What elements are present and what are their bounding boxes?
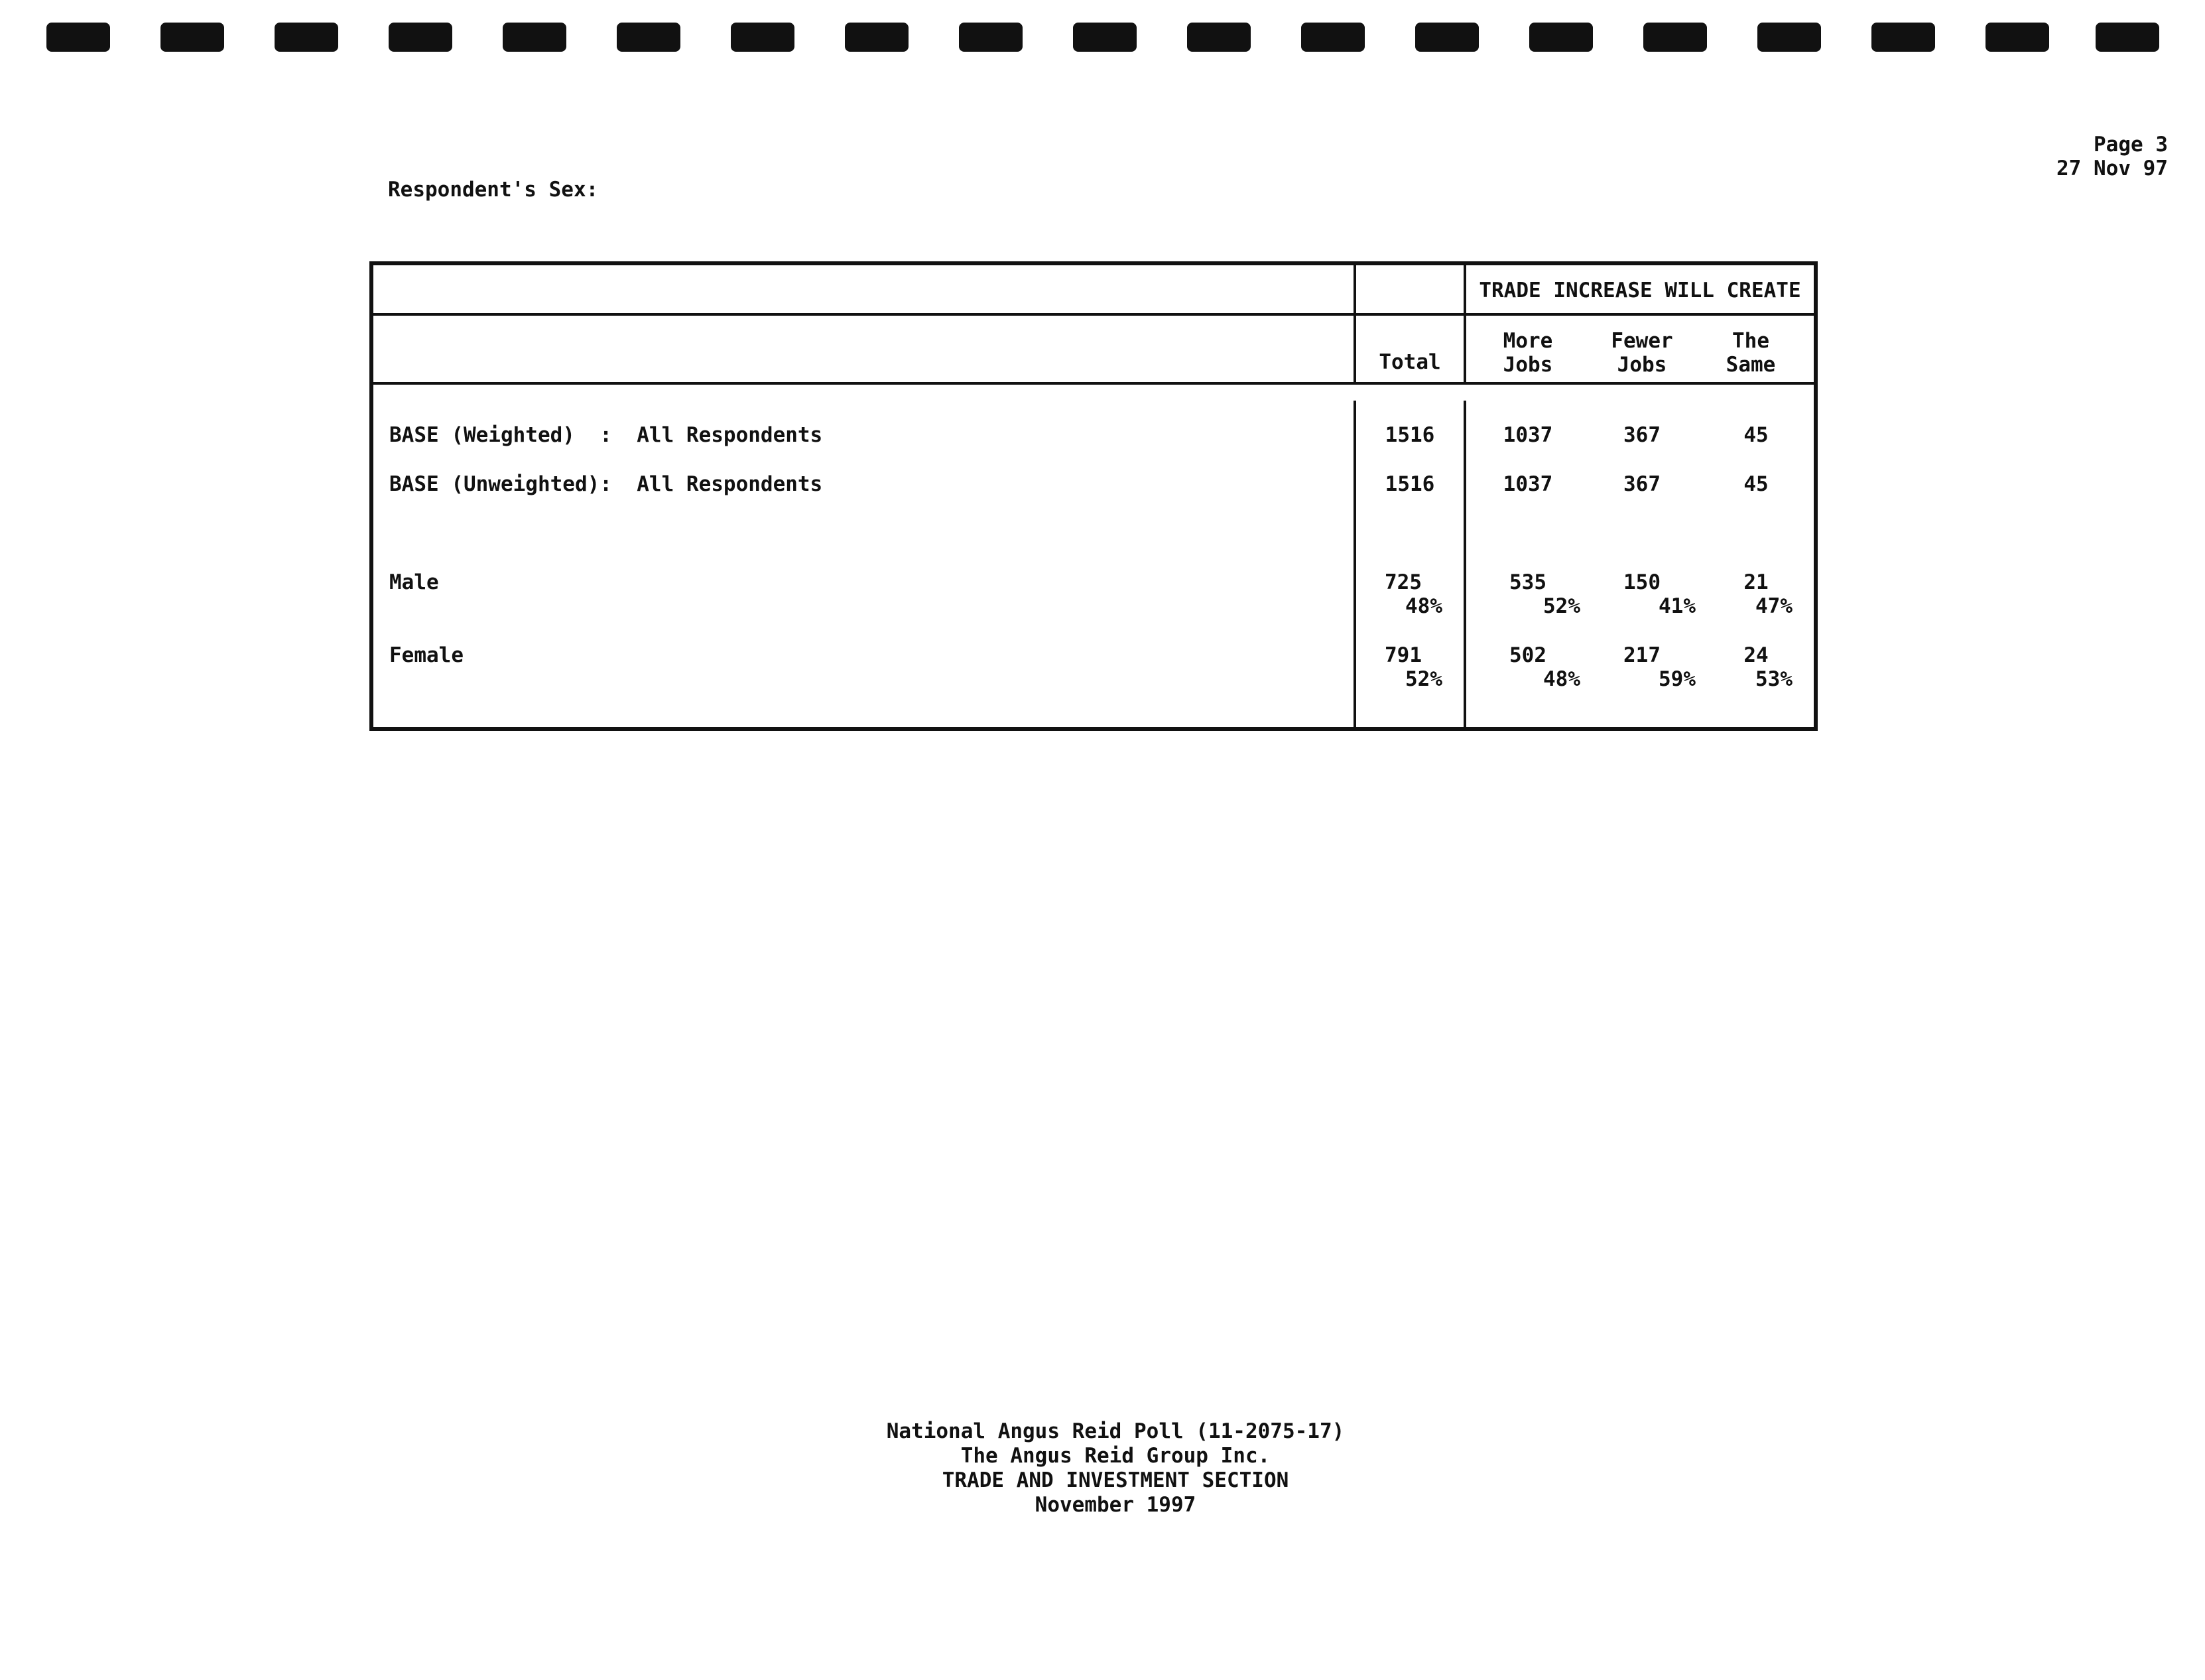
cell-total: 1516 — [1385, 472, 1435, 496]
cell-fewer-jobs: 367 — [1623, 472, 1661, 496]
cell-total-pct: 48% — [1405, 594, 1442, 618]
perforation-hole — [1757, 23, 1821, 52]
col-header-the-same: The Same — [1726, 329, 1776, 377]
perforation-hole — [1985, 23, 2049, 52]
perforation-hole — [1187, 23, 1251, 52]
cell-the-same: 45 — [1743, 472, 1769, 496]
cell-total: 1516 — [1385, 423, 1435, 447]
perforation-strip — [0, 20, 2205, 57]
footer-poll-name: National Angus Reid Poll (11-2075-17) — [886, 1419, 1345, 1443]
cell-fewer-jobs: 150 — [1623, 570, 1661, 594]
header-divider — [373, 313, 1814, 316]
cell-the-same: 45 — [1743, 423, 1769, 447]
perforation-hole — [2096, 23, 2159, 52]
row-label: BASE (Weighted) : All Respondents — [389, 423, 823, 447]
perforation-hole — [959, 23, 1023, 52]
page-info — [2056, 133, 2168, 180]
perforation-hole — [160, 23, 224, 52]
cell-fewer-jobs-pct: 41% — [1659, 594, 1696, 618]
report-date: 27 Nov 97 — [2056, 157, 2168, 180]
cell-more-jobs: 502 — [1509, 643, 1546, 667]
cell-more-jobs-pct: 52% — [1543, 594, 1580, 618]
perforation-hole — [1529, 23, 1593, 52]
page-number: Page 3 — [2094, 133, 2168, 157]
footer-date: November 1997 — [1035, 1493, 1196, 1517]
perforation-hole — [1073, 23, 1137, 52]
banner-header: TRADE INCREASE WILL CREATE — [1479, 279, 1801, 302]
perforation-hole — [1643, 23, 1707, 52]
cell-fewer-jobs: 367 — [1623, 423, 1661, 447]
perforation-hole — [845, 23, 909, 52]
row-label: Female — [389, 643, 464, 667]
cell-more-jobs: 1037 — [1503, 423, 1553, 447]
cell-fewer-jobs: 217 — [1623, 643, 1661, 667]
cell-more-jobs: 535 — [1509, 570, 1546, 594]
cell-total-pct: 52% — [1405, 667, 1442, 691]
perforation-hole — [1301, 23, 1365, 52]
cell-the-same: 24 — [1743, 643, 1769, 667]
cell-more-jobs: 1037 — [1503, 472, 1553, 496]
cell-fewer-jobs-pct: 59% — [1659, 667, 1696, 691]
perforation-hole — [503, 23, 566, 52]
cell-the-same-pct: 47% — [1755, 594, 1793, 618]
perforation-hole — [275, 23, 338, 52]
perforation-hole — [389, 23, 452, 52]
page-footer — [704, 1419, 1527, 1518]
perforation-hole — [731, 23, 794, 52]
cell-the-same: 21 — [1743, 570, 1769, 594]
row-label: BASE (Unweighted): All Respondents — [389, 472, 823, 496]
crosstab-table — [369, 261, 1818, 731]
perforation-hole — [1871, 23, 1935, 52]
col-header-total: Total — [1379, 350, 1441, 374]
column-separator — [1464, 401, 1466, 727]
perforation-hole — [46, 23, 110, 52]
cell-the-same-pct: 53% — [1755, 667, 1793, 691]
cell-total: 791 — [1385, 643, 1422, 667]
question-title: Respondent's Sex: — [388, 178, 599, 202]
row-label: Male — [389, 570, 439, 594]
footer-section: TRADE AND INVESTMENT SECTION — [942, 1468, 1289, 1492]
col-header-more-jobs: More Jobs — [1503, 329, 1553, 377]
perforation-hole — [1415, 23, 1479, 52]
header-bottom-rule — [373, 382, 1814, 385]
perforation-hole — [617, 23, 680, 52]
cell-more-jobs-pct: 48% — [1543, 667, 1580, 691]
col-header-fewer-jobs: Fewer Jobs — [1611, 329, 1673, 377]
footer-company: The Angus Reid Group Inc. — [960, 1444, 1271, 1468]
cell-total: 725 — [1385, 570, 1422, 594]
